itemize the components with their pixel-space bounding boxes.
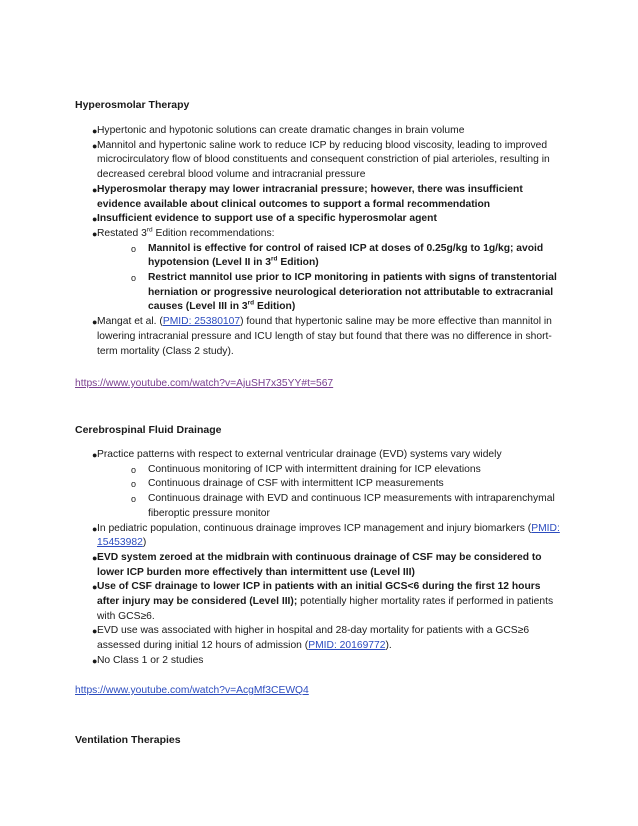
circle-bullet-icon: o (131, 494, 137, 505)
list-item: ● EVD system zeroed at the midbrain with continuous drainage of CSF may be considered to lower ICP burden more effectively than intermittent use (Level III) (92, 551, 542, 578)
list-item: ● Mannitol and hypertonic saline work to reduce ICP by reducing blood viscosity, leading to improved microcirculatory flow of blood constituents and consequent constriction of pial arterioles, resulting in decreased cerebral blood volume and intracranial pressure (92, 139, 550, 181)
list-item: ● In pediatric population, continuous drainage improves ICP management and injury biomarkers (PMID: 15453982) (92, 522, 560, 549)
youtube-link-1[interactable]: https://www.youtube.com/watch?v=AjuSH7x35YY#t=567 (75, 378, 334, 389)
youtube-link-2[interactable]: https://www.youtube.com/watch?v=AcgMf3CEWQ4 (75, 685, 309, 696)
bullet-icon: ● (92, 523, 98, 534)
pmid-link-20169772[interactable]: PMID: 20169772 (308, 640, 386, 652)
circle-bullet-icon: o (131, 464, 137, 475)
list-item: ● No Class 1 or 2 studies (75, 654, 565, 669)
list-item: ● Restated 3rd Edition recommendations: (75, 227, 565, 242)
list-item: ● Practice patterns with respect to external ventricular drainage (EVD) systems vary widely (75, 448, 565, 463)
sub-list-item: o Continuous monitoring of ICP with intermittent draining for ICP elevations (75, 463, 565, 478)
list-item: ● Use of CSF drainage to lower ICP in patients with an initial GCS<6 during the first 12 hours after injury may be considered (Level III); potentially higher mortality rates if performed in patients with GCS≥6. (92, 581, 554, 622)
section-heading-hyperosmolar: Hyperosmolar Therapy (75, 99, 190, 111)
bullet-icon: ● (92, 450, 98, 460)
bullet-icon: ● (92, 126, 98, 136)
bullet-icon: ● (92, 626, 98, 637)
pmid-link-15453982[interactable]: PMID: 15453982 (97, 522, 560, 549)
list-item: ● Hyperosmolar therapy may lower intracranial pressure; however, there was insufficient evidence available about clinical outcomes to support a formal recommendation (92, 183, 523, 210)
section-heading-csf-drainage: Cerebrospinal Fluid Drainage (75, 424, 222, 436)
section-body-hyperosmolar (75, 124, 565, 359)
bullet-icon: ● (92, 184, 98, 195)
list-item: ● Hypertonic and hypotonic solutions can create dramatic changes in brain volume (75, 124, 565, 139)
list-item: ● Mangat et al. (PMID: 25380107) found that hypertonic saline may be more effective than mannitol in lowering intracranial pressure and ICU length of stay but found that there was no difference in short-term mortality (Class 2 study). (92, 316, 552, 357)
bullet-icon: ● (92, 655, 98, 666)
sub-list-item: o Continuous drainage with EVD and continuous ICP measurements with intraparenchymal fiberoptic pressure monitor (131, 493, 555, 519)
sub-list-item: o Continuous drainage of CSF with intermittent ICP measurements (75, 477, 565, 492)
circle-bullet-icon: o (131, 273, 137, 284)
sub-list-item: o Restrict mannitol use prior to ICP monitoring in patients with signs of transtentorial herniation or progressive neurological deterioration not attributable to extracranial causes (Level III in 3rd Edition) (131, 272, 557, 313)
bullet-icon: ● (92, 228, 98, 239)
circle-bullet-icon: o (131, 243, 137, 254)
bullet-icon: ● (92, 214, 98, 225)
bullet-icon: ● (92, 552, 98, 563)
bullet-icon: ● (92, 582, 98, 593)
circle-bullet-icon: o (131, 479, 137, 490)
pmid-link-25380107[interactable]: PMID: 25380107 (162, 316, 241, 328)
section-heading-ventilation: Ventilation Therapies (75, 734, 181, 746)
section-body-csf-drainage (75, 448, 565, 669)
list-item: ● Insufficient evidence to support use of a specific hyperosmolar agent (75, 212, 565, 227)
bullet-icon: ● (92, 140, 98, 151)
list-item: ● EVD use was associated with higher in hospital and 28-day mortality for patients with a GCS≥6 assessed during initial 12 hours of admission (PMID: 20169772). (92, 625, 530, 652)
bullet-icon: ● (92, 317, 98, 328)
sub-list-item: o Mannitol is effective for control of raised ICP at doses of 0.25g/kg to 1g/kg; avoid hypotension (Level II in 3rd Edition) (131, 242, 544, 269)
